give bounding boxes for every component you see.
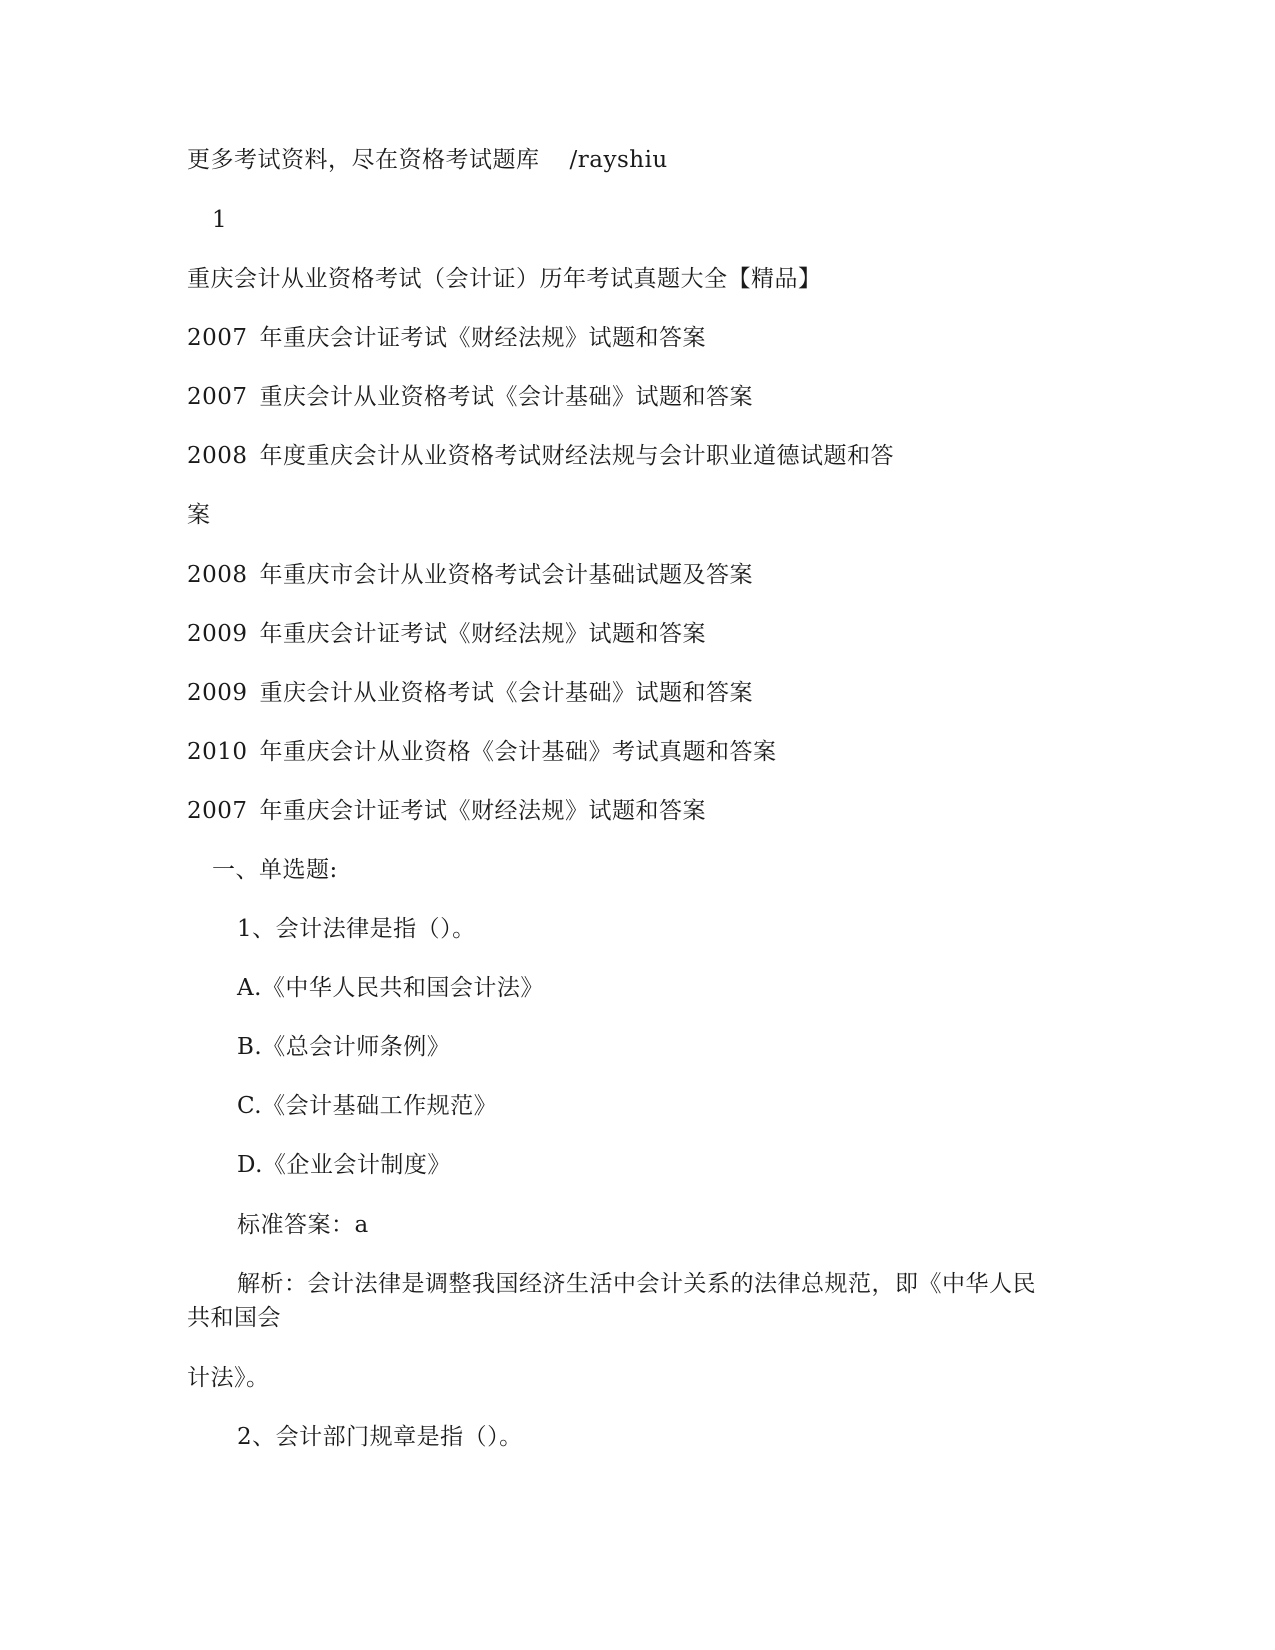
answer-option: B.《总会计师条例》 [237,1034,451,1060]
analysis-line: 解析：会计法律是调整我国经济生活中会计关系的法律总规范，即《中华人民 [237,1271,1036,1297]
toc-text: 年重庆会计从业资格《会计基础》考试真题和答案 [259,739,777,765]
part-heading: 一、单选题: [212,857,338,883]
document-title: 重庆会计从业资格考试（会计证）历年考试真题大全【精品】 [187,266,822,292]
toc-year: 2007 [187,325,248,351]
toc-item [187,323,706,353]
section-heading [187,796,706,826]
analysis-line: 共和国会 [187,1305,281,1331]
header-url: /rayshiu [569,147,668,173]
toc-item [187,678,753,708]
page-header [187,145,668,175]
answer-option: C.《会计基础工作规范》 [237,1093,498,1119]
toc-text: 年重庆会计证考试《财经法规》试题和答案 [259,325,707,351]
question-stem: 1、会计法律是指（）。 [237,916,476,942]
toc-item [187,737,777,767]
answer-option: A.《中华人民共和国会计法》 [237,975,544,1001]
toc-text: 重庆会计从业资格考试《会计基础》试题和答案 [259,384,754,410]
toc-text: 年度重庆会计从业资格考试财经法规与会计职业道德试题和答 [259,443,895,469]
analysis-line: 计法》。 [187,1365,270,1391]
toc-item [187,560,753,590]
header-text: 更多考试资料，尽在资格考试题库 [187,147,540,173]
toc-year: 2008 [187,443,248,469]
toc-text: 年重庆会计证考试《财经法规》试题和答案 [259,621,707,647]
answer-option: D.《企业会计制度》 [237,1152,451,1178]
section-text: 年重庆会计证考试《财经法规》试题和答案 [259,798,707,824]
toc-year: 2009 [187,680,248,706]
toc-item [187,441,894,471]
toc-year: 2007 [187,384,248,410]
toc-year: 2010 [187,739,248,765]
toc-year: 2009 [187,621,248,647]
toc-item [187,619,706,649]
standard-answer: 标准答案：a [237,1212,369,1238]
section-year: 2007 [187,798,248,824]
toc-text: 年重庆市会计从业资格考试会计基础试题及答案 [259,562,754,588]
question-stem: 2、会计部门规章是指（）。 [237,1424,523,1450]
toc-text: 重庆会计从业资格考试《会计基础》试题和答案 [259,680,754,706]
toc-item-continuation: 案 [187,502,211,528]
toc-year: 2008 [187,562,248,588]
toc-item [187,382,753,412]
page-number: 1 [212,207,228,233]
